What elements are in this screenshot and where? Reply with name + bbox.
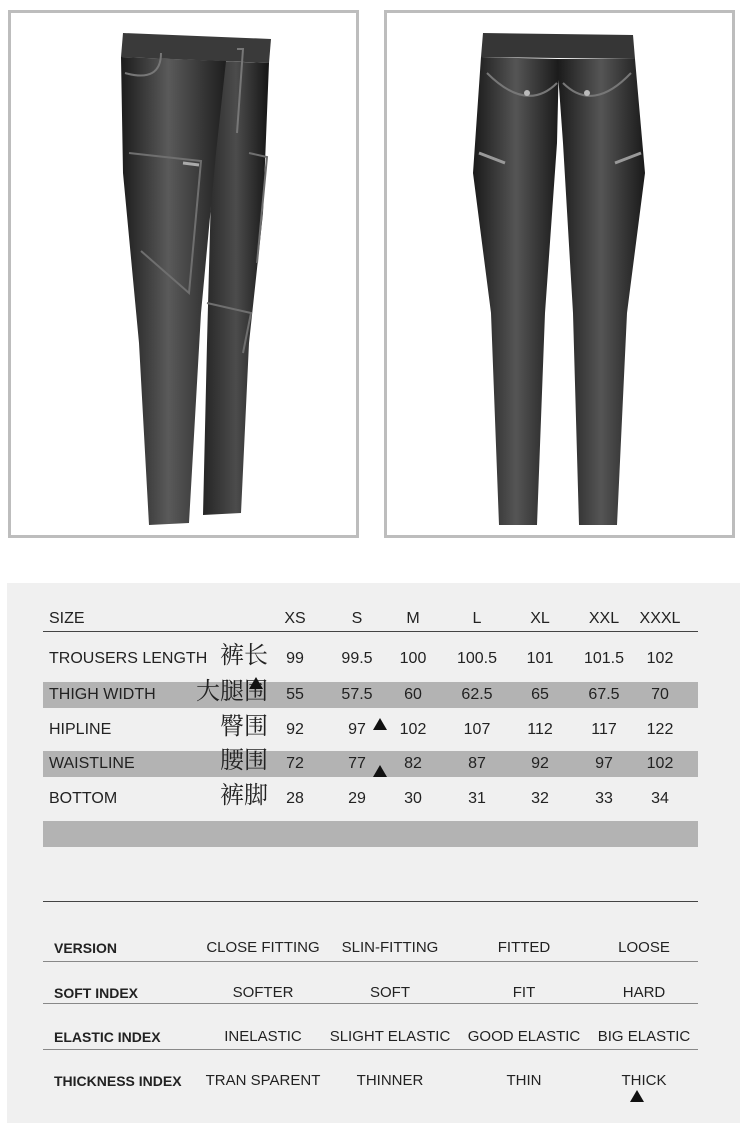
row-label: THIGH WIDTH [49, 686, 156, 703]
value-xs: 92 [286, 721, 304, 738]
row-label-chinese: 腰围 [220, 746, 268, 774]
pants-back-illustration [387, 13, 732, 535]
value-s: 29 [348, 790, 366, 807]
property-thickness-index [43, 1070, 698, 1092]
value-xl: 101 [526, 650, 554, 667]
size-row-thigh-width [43, 677, 698, 708]
row-label: WAISTLINE [49, 755, 135, 772]
header-divider [43, 631, 698, 632]
value-xs: 28 [286, 790, 304, 807]
value-s: 57.5 [341, 686, 373, 703]
property-soft-index [43, 982, 698, 1004]
value-xxl: 97 [595, 755, 613, 772]
row-label: TROUSERS LENGTH [49, 650, 208, 667]
back-view-photo [384, 10, 735, 538]
value-xxl: 101.5 [583, 650, 625, 667]
size-col-s: S [351, 610, 363, 627]
property-elastic-index [43, 1026, 698, 1048]
value-xl: 112 [527, 721, 553, 738]
value-xl: 92 [531, 755, 549, 772]
size-col-xxxl: XXXL [639, 610, 681, 627]
row-label-chinese: 臀围 [220, 712, 268, 740]
value-xxl: 67.5 [588, 686, 620, 703]
property-version [43, 937, 698, 959]
pants-front-illustration [11, 13, 356, 535]
option-2: SOFT [370, 984, 410, 1001]
option-4: LOOSE [618, 939, 670, 956]
option-4: HARD [622, 984, 666, 1001]
option-4: THICK [621, 1072, 667, 1089]
value-s: 77 [348, 755, 366, 772]
size-header-label: SIZE [49, 610, 85, 627]
option-1: SOFTER [232, 984, 294, 1001]
size-col-xs: XS [284, 610, 306, 627]
value-m: 102 [399, 721, 427, 738]
size-table-header [43, 606, 698, 632]
value-xl: 32 [531, 790, 549, 807]
property-divider [43, 961, 698, 962]
option-3: FIT [512, 984, 536, 1001]
value-xl: 65 [531, 686, 549, 703]
property-divider [43, 1003, 698, 1004]
section-divider [43, 901, 698, 902]
version-indicator-marker [249, 677, 263, 689]
size-row-hipline [43, 712, 698, 743]
option-3: GOOD ELASTIC [467, 1028, 581, 1045]
value-s: 99.5 [341, 650, 373, 667]
row-label: BOTTOM [49, 790, 118, 807]
row-label-chinese: 裤长 [220, 641, 268, 669]
option-4: BIG ELASTIC [597, 1028, 691, 1045]
value-m: 30 [404, 790, 422, 807]
property-title: THICKNESS INDEX [54, 1073, 182, 1089]
value-xxxl: 102 [646, 650, 674, 667]
value-xxl: 117 [591, 721, 617, 738]
property-title: ELASTIC INDEX [54, 1029, 161, 1045]
value-xxxl: 122 [646, 721, 674, 738]
thickness-index-indicator-marker [630, 1090, 644, 1102]
property-divider [43, 1049, 698, 1050]
value-xxxl: 34 [651, 790, 669, 807]
option-3: THIN [506, 1072, 542, 1089]
size-col-m: M [406, 610, 420, 627]
elastic-index-indicator-marker [373, 765, 387, 777]
option-2: SLIGHT ELASTIC [329, 1028, 451, 1045]
value-xs: 72 [286, 755, 304, 772]
option-2: THINNER [356, 1072, 424, 1089]
option-1: TRAN SPARENT [205, 1072, 321, 1089]
value-s: 97 [348, 721, 366, 738]
empty-table-row [43, 821, 698, 847]
size-row-trousers-length [43, 641, 698, 672]
value-l: 87 [468, 755, 486, 772]
value-m: 82 [404, 755, 422, 772]
row-label-chinese: 裤脚 [220, 781, 268, 809]
value-m: 100 [399, 650, 427, 667]
soft-index-indicator-marker [373, 718, 387, 730]
specification-panel [7, 583, 740, 1123]
value-l: 100.5 [456, 650, 498, 667]
property-title: SOFT INDEX [54, 985, 139, 1001]
value-m: 60 [404, 686, 422, 703]
value-l: 62.5 [461, 686, 493, 703]
size-col-l: L [472, 610, 482, 627]
property-title: VERSION [54, 940, 118, 956]
value-xxl: 33 [595, 790, 613, 807]
value-xxxl: 102 [646, 755, 674, 772]
row-label: HIPLINE [49, 721, 112, 738]
size-row-bottom [43, 781, 698, 812]
size-col-xxl: XXL [588, 610, 620, 627]
option-1: CLOSE FITTING [206, 939, 320, 956]
option-2: SLIN-FITTING [341, 939, 439, 956]
front-view-photo [8, 10, 359, 538]
option-3: FITTED [497, 939, 551, 956]
row-label-chinese: 大腿围 [196, 677, 268, 705]
value-xs: 55 [286, 686, 304, 703]
value-xs: 99 [286, 650, 304, 667]
value-l: 107 [463, 721, 491, 738]
option-1: INELASTIC [224, 1028, 302, 1045]
value-xxxl: 70 [651, 686, 669, 703]
size-row-waistline [43, 746, 698, 777]
value-l: 31 [468, 790, 486, 807]
size-col-xl: XL [530, 610, 550, 627]
